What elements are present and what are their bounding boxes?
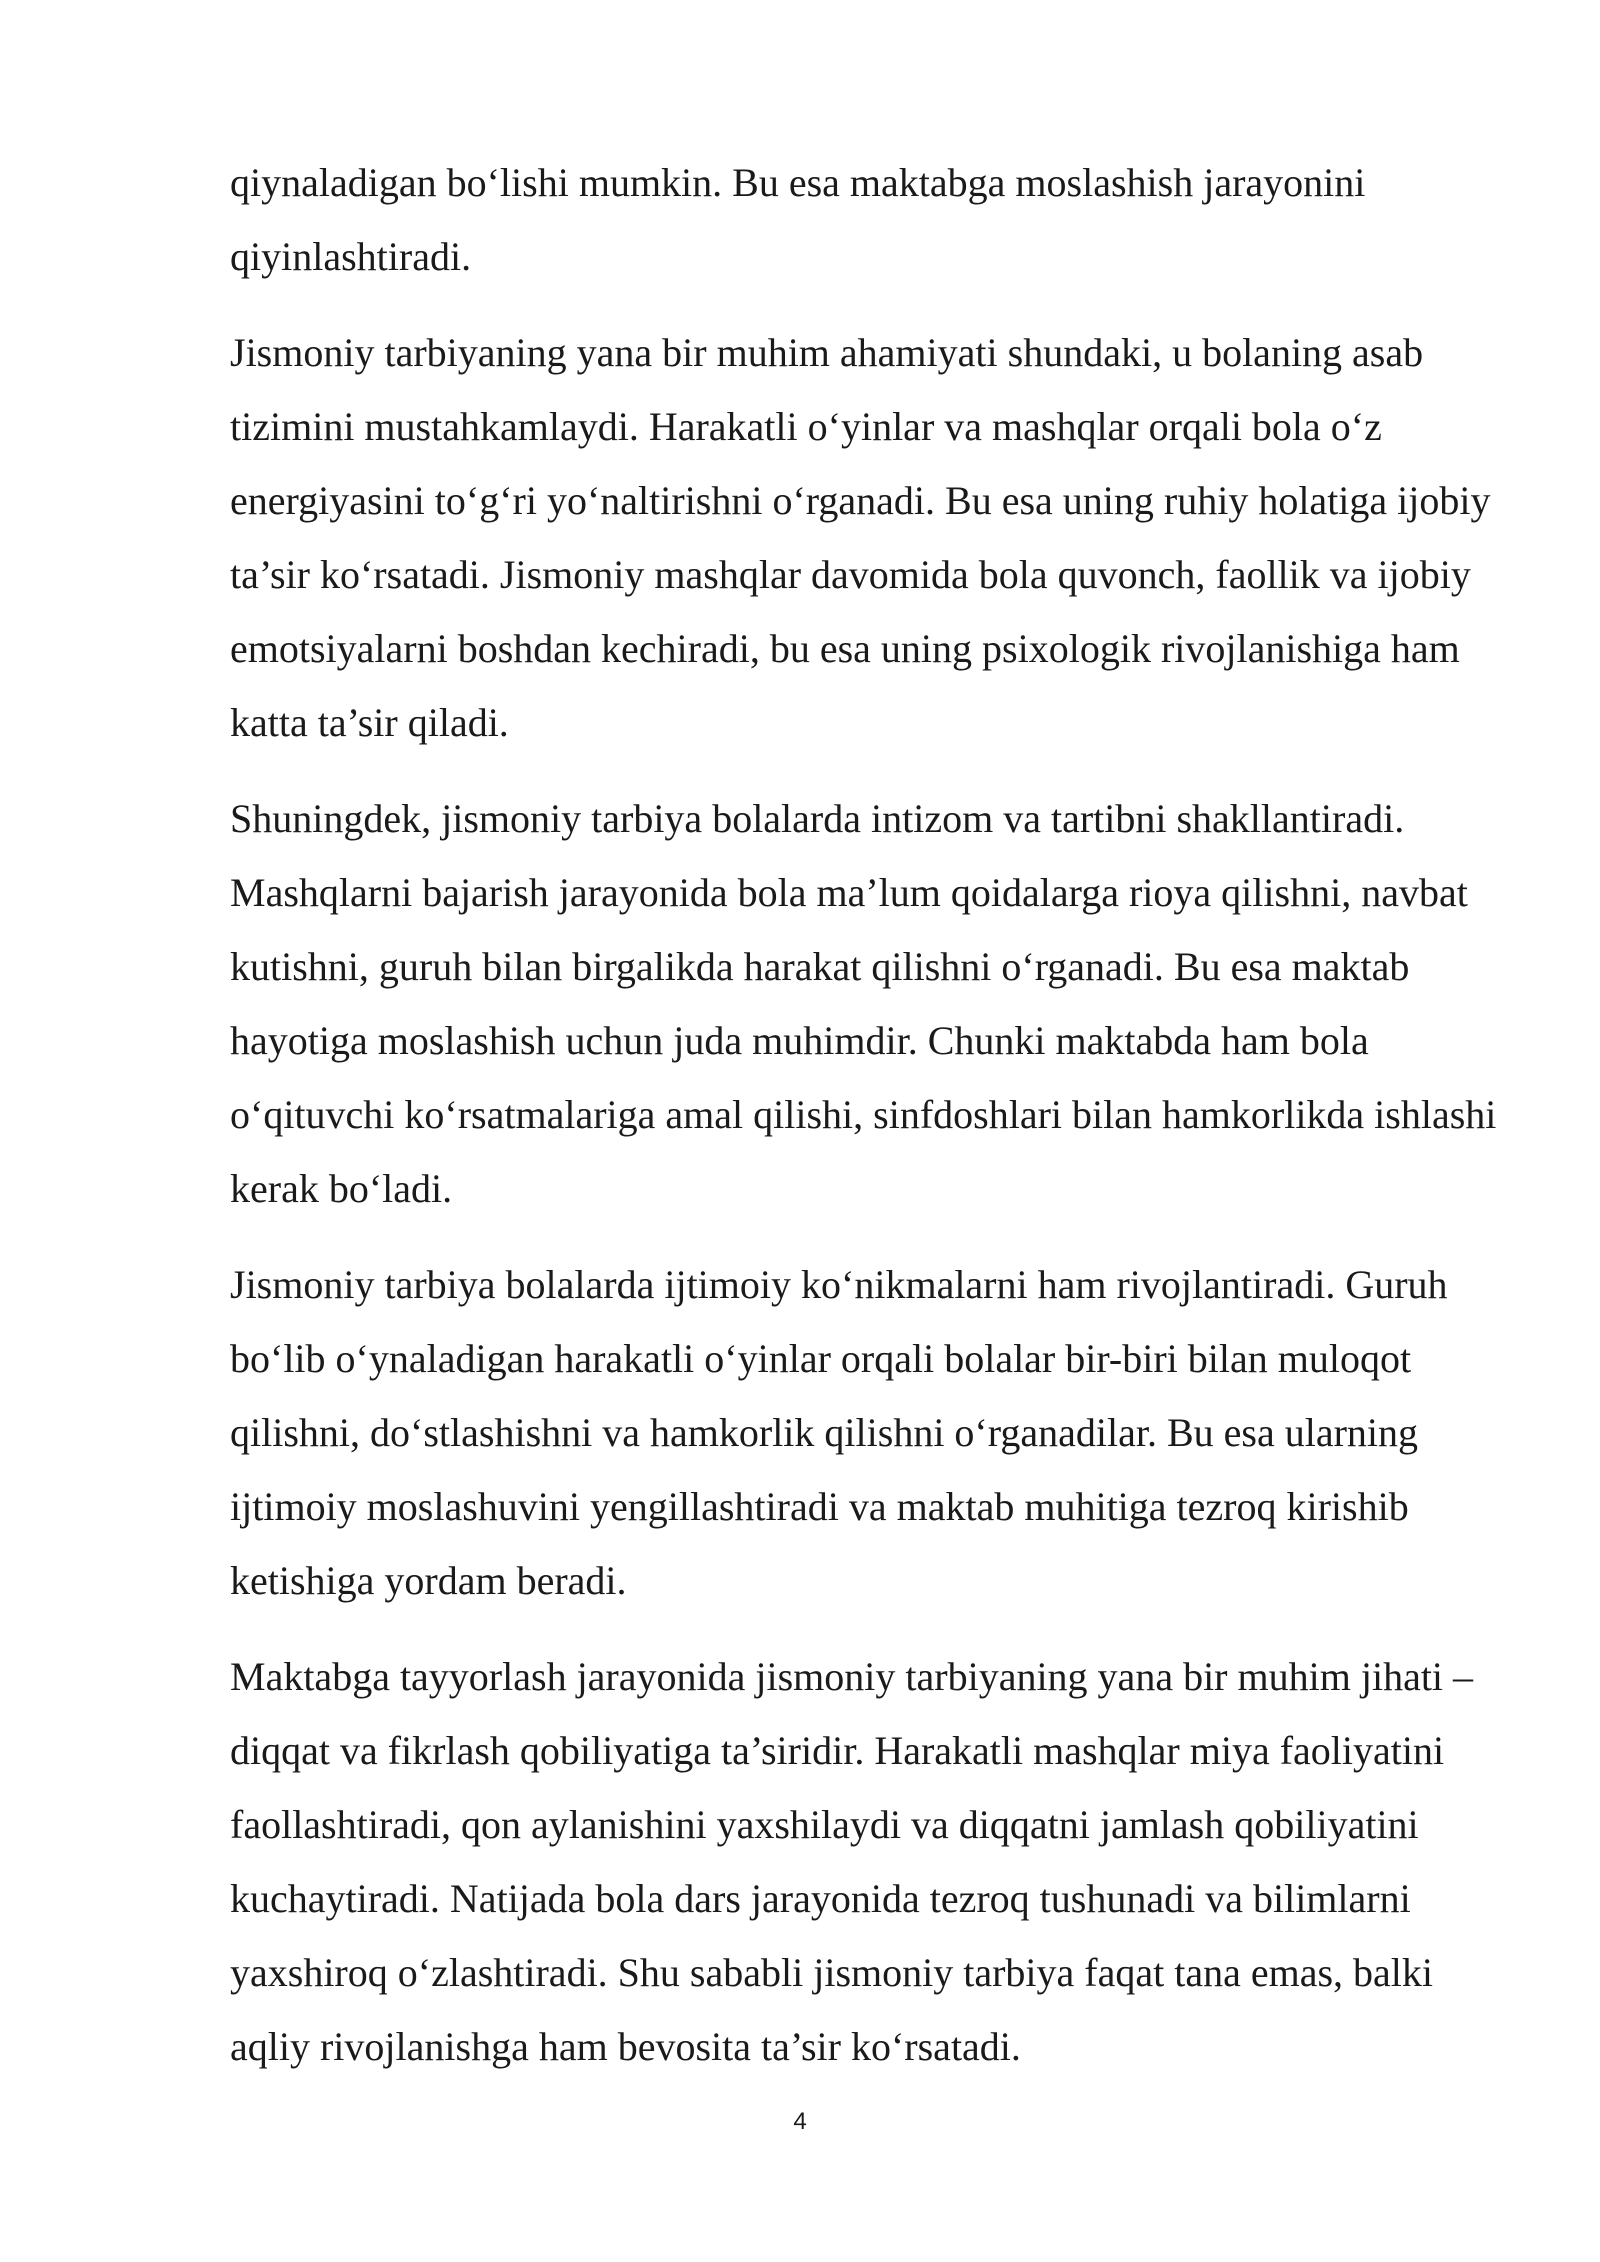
paragraph-2: Jismoniy tarbiyaning yana bir muhim ahamiyati shundaki, u bolaning asab tizimini mustahkamlaydi. Harakatli o‘yinlar va mashqlar orqali bola o‘z energiyasini to‘g‘ri yo‘naltirishni o‘rganadi. Bu esa uning ruhiy holatiga ijobiy ta’sir ko‘rsatadi. Jismoniy mashqlar davomida bola quvonch, faollik va ijobiy emotsiyalarni boshdan kechiradi, bu esa uning psixologik rivojlanishiga ham katta ta’sir qiladi. [230,330,1491,745]
paragraph-3: Shuningdek, jismoniy tarbiya bolalarda intizom va tartibni shakllantiradi. Mashqlarni bajarish jarayonida bola ma’lum qoidalarga rioya qilishni, navbat kutishni, guruh bilan birgalikda harakat qilishni o‘rganadi. Bu esa maktab hayotiga moslashish uchun juda muhimdir. Chunki maktabda ham bola o‘qituvchi ko‘rsatmalariga amal qilishi, sinfdoshlari bilan hamkorlikda ishlashi kerak bo‘ladi. [230,796,1497,1211]
page-number: 4 [793,2108,807,2135]
paragraph-1: qiynaladigan bo‘lishi mumkin. Bu esa maktabga moslashish jarayonini qiyinlashtiradi. [230,160,1366,279]
document-body [230,146,1500,2106]
paragraph-5: Maktabga tayyorlash jarayonida jismoniy tarbiyaning yana bir muhim jihati – diqqat va fikrlash qobiliyatiga ta’siridir. Harakatli mashqlar miya faoliyatini faollashtiradi, qon aylanishini yaxshilaydi va diqqatni jamlash qobiliyatini kuchaytiradi. Natijada bola dars jarayonida tezroq tushunadi va bilimlarni yaxshiroq o‘zlashtiradi. Shu sababli jismoniy tarbiya faqat tana emas, balki aqliy rivojlanishga ham bevosita ta’sir ko‘rsatadi. [230,1654,1474,2069]
paragraph-4: Jismoniy tarbiya bolalarda ijtimoiy ko‘nikmalarni ham rivojlantiradi. Guruh bo‘lib o‘ynaladigan harakatli o‘yinlar orqali bolalar bir-biri bilan muloqot qilishni, do‘stlashishni va hamkorlik qilishni o‘rganadilar. Bu esa ularning ijtimoiy moslashuvini yengillashtiradi va maktab muhitiga tezroq kirishib ketishiga yordam beradi. [230,1262,1448,1603]
